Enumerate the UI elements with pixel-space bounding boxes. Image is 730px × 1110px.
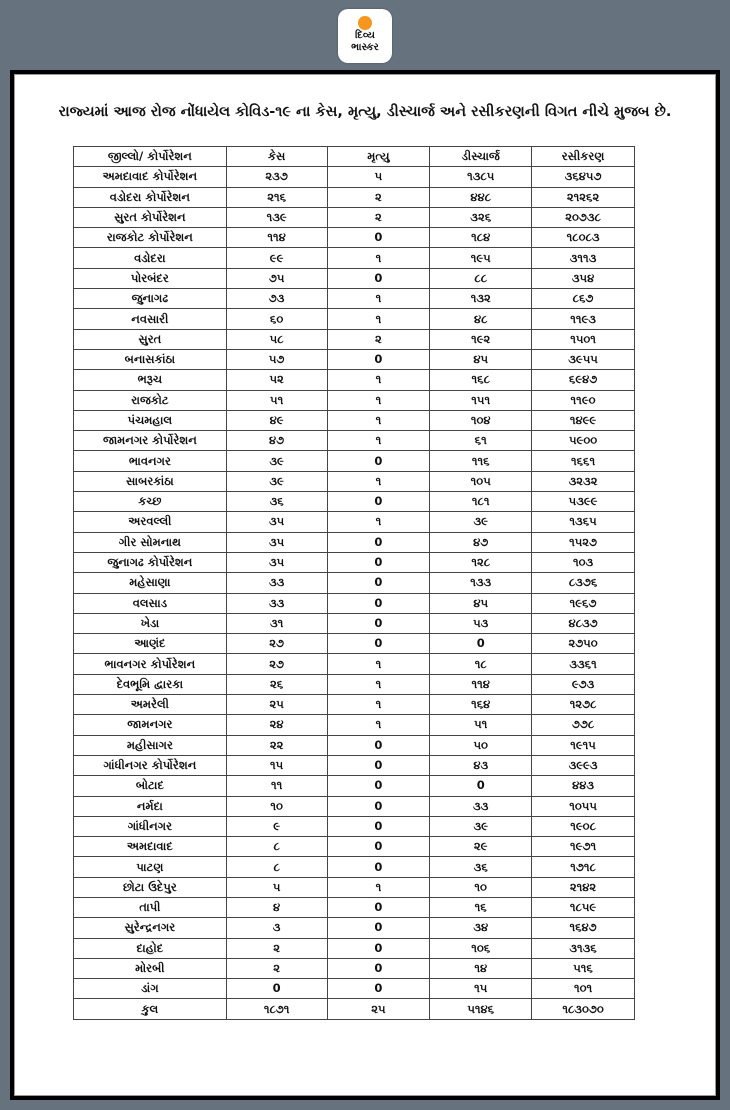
cell-cases: ૩૯ (226, 471, 327, 491)
table-row (74, 674, 635, 694)
cell-deaths: 0 (327, 451, 430, 471)
cell-vaccination: ૧૨૭૮ (532, 695, 635, 715)
table-row (74, 918, 635, 938)
cell-vaccination: ૧૯૬૭ (532, 593, 635, 613)
cell-district: સાબરકાંઠા (74, 471, 227, 491)
cell-district: અમરેલી (74, 695, 227, 715)
cell-deaths: ૧ (327, 410, 430, 430)
document-title: રાજ્યમાં આજ રોજ નોંધાયેલ કોવિડ-૧૯ ના કેસ, મૃત્યુ, ડીસ્ચાર્જ અને રસીકરણની વિગત નીચે મુજબ છે. (58, 104, 672, 120)
cell-district: વડોદરા (74, 248, 227, 268)
cell-cases: ૧૧ (226, 776, 327, 796)
cell-cases: ૨૧૬ (226, 187, 327, 207)
cell-vaccination: ૧૬૪૭ (532, 918, 635, 938)
cell-deaths: ૧ (327, 877, 430, 897)
cell-district: તાપી (74, 897, 227, 917)
cell-discharge: ૪૫ (430, 349, 532, 369)
cell-vaccination: ૮૬૭ (532, 289, 635, 309)
table-row (74, 451, 635, 471)
cell-vaccination: ૮૩૭૬ (532, 573, 635, 593)
cell-cases: ૩૬ (226, 492, 327, 512)
cell-vaccination: ૧૧૯૦ (532, 390, 635, 410)
table-row (74, 593, 635, 613)
cell-vaccination: ૩૯૯૩ (532, 755, 635, 775)
cell-cases: ૫૭ (226, 349, 327, 369)
cell-deaths: 0 (327, 349, 430, 369)
cell-vaccination: ૩૧૩૬ (532, 938, 635, 958)
cell-discharge: ૧૬ (430, 897, 532, 917)
cell-deaths: 0 (327, 228, 430, 248)
cell-district: જામનગર કોર્પોરેશન (74, 431, 227, 451)
cell-deaths: 0 (327, 634, 430, 654)
cell-district: ભરૂચ (74, 370, 227, 390)
cell-discharge: ૩૯ (430, 816, 532, 836)
cell-discharge: ૩૪ (430, 918, 532, 938)
cell-deaths: ૧ (327, 390, 430, 410)
cell-cases: ૨૫ (226, 695, 327, 715)
cell-cases: ૩૫ (226, 512, 327, 532)
cell-discharge: ૪૮ (430, 309, 532, 329)
cell-deaths: ૨ (327, 187, 430, 207)
cell-cases: ૧૧૪ (226, 228, 327, 248)
cell-discharge: ૨૯ (430, 837, 532, 857)
cell-deaths: 0 (327, 573, 430, 593)
cell-vaccination: ૩૫૪ (532, 268, 635, 288)
cell-cases: ૪૯ (226, 410, 327, 430)
cell-discharge: ૧૪ (430, 958, 532, 978)
cell-vaccination: ૬૯૪૭ (532, 370, 635, 390)
cell-cases: ૯ (226, 816, 327, 836)
cell-cases: ૨૨ (226, 735, 327, 755)
cell-cases: ૧૦ (226, 796, 327, 816)
cell-deaths: ૧ (327, 715, 430, 735)
cell-deaths: ૫ (327, 167, 430, 187)
cell-district: અમદાવાદ (74, 837, 227, 857)
cell-discharge: ૩૨૬ (430, 207, 532, 227)
cell-discharge: ૧૯૨ (430, 329, 532, 349)
cell-cases: ૩૧ (226, 613, 327, 633)
cell-vaccination: ૪૮૩૭ (532, 613, 635, 633)
cell-deaths: 0 (327, 837, 430, 857)
cell-cases: ૫૮ (226, 329, 327, 349)
cell-district: ગાંધીનગર (74, 816, 227, 836)
cell-deaths: 0 (327, 897, 430, 917)
cell-vaccination: ૪૪૩ (532, 776, 635, 796)
cell-cases: ૩૩ (226, 593, 327, 613)
table-row (74, 268, 635, 288)
cell-vaccination: ૧૦૧ (532, 979, 635, 999)
cell-cases: ૩૩ (226, 573, 327, 593)
cell-vaccination: ૧૧૯૩ (532, 309, 635, 329)
cell-district: સુરત (74, 329, 227, 349)
cell-cases: ૨૪ (226, 715, 327, 735)
cell-cases: ૮ (226, 857, 327, 877)
cell-vaccination: ૧૯૭૧ (532, 837, 635, 857)
cell-cases: ૩ (226, 918, 327, 938)
cell-vaccination: ૧૦૩ (532, 552, 635, 572)
cell-vaccination: ૨૭૫૦ (532, 634, 635, 654)
cell-district: ખેડા (74, 613, 227, 633)
cell-district: બોટાદ (74, 776, 227, 796)
cell-deaths: 0 (327, 268, 430, 288)
cell-district: અરવલ્લી (74, 512, 227, 532)
logo-text-line2: ભાસ્કર (351, 42, 379, 53)
cell-vaccination: ૩૨૩૨ (532, 471, 635, 491)
cell-discharge: ૧૧૬ (430, 451, 532, 471)
cell-vaccination: ૧૫૦૧ (532, 329, 635, 349)
cell-cases: ૯૯ (226, 248, 327, 268)
cell-deaths: ૧ (327, 674, 430, 694)
cell-district: મહીસાગર (74, 735, 227, 755)
table-row (74, 349, 635, 369)
cell-deaths: 0 (327, 532, 430, 552)
cell-discharge: ૪૩ (430, 755, 532, 775)
table-row (74, 857, 635, 877)
cell-vaccination: ૩૬૪૫૭ (532, 167, 635, 187)
cell-discharge: ૧૮ (430, 654, 532, 674)
cell-discharge: 0 (430, 776, 532, 796)
cell-vaccination: ૧૬૬૧ (532, 451, 635, 471)
cell-discharge: ૧૧૪ (430, 674, 532, 694)
table-row (74, 289, 635, 309)
cell-district: કચ્છ (74, 492, 227, 512)
cell-district: ભાવનગર કોર્પોરેશન (74, 654, 227, 674)
table-row (74, 410, 635, 430)
cell-vaccination: ૧૪૯૯ (532, 410, 635, 430)
cell-cases: ૨૭ (226, 654, 327, 674)
cell-cases: ૩૫ (226, 552, 327, 572)
header-deaths: મૃત્યુ (327, 147, 430, 167)
document-page (14, 74, 716, 1096)
cell-cases: ૫૧ (226, 390, 327, 410)
table-row (74, 938, 635, 958)
cell-cases: ૨ (226, 958, 327, 978)
cell-discharge: ૧૩૮૫ (430, 167, 532, 187)
cell-cases: ૭૩ (226, 289, 327, 309)
cell-vaccination: ૧૮૫૯ (532, 897, 635, 917)
table-row (74, 735, 635, 755)
cell-deaths: ૧ (327, 654, 430, 674)
cell-district: ગાંધીનગર કોર્પોરેશન (74, 755, 227, 775)
covid-data-table (73, 146, 635, 1020)
cell-deaths: 0 (327, 816, 430, 836)
cell-deaths: 0 (327, 918, 430, 938)
cell-district: પોરબંદર (74, 268, 227, 288)
cell-discharge: ૫૦ (430, 735, 532, 755)
cell-district: પંચમહાલ (74, 410, 227, 430)
cell-deaths: ૧ (327, 471, 430, 491)
table-row (74, 634, 635, 654)
cell-discharge: ૪૫ (430, 593, 532, 613)
cell-cases: ૨૭ (226, 634, 327, 654)
cell-discharge: ૩૯ (430, 512, 532, 532)
cell-district: ડાંગ (74, 979, 227, 999)
cell-district: દેવભૂમિ દ્વારકા (74, 674, 227, 694)
cell-cases: ૭૫ (226, 268, 327, 288)
table-row (74, 187, 635, 207)
cell-district: બનાસકાંઠા (74, 349, 227, 369)
table-row (74, 958, 635, 978)
cell-deaths: 0 (327, 979, 430, 999)
cell-vaccination: ૩૧૧૩ (532, 248, 635, 268)
table-row (74, 776, 635, 796)
cell-district: અમદાવાદ કોર્પોરેશન (74, 167, 227, 187)
cell-cases: ૨ (226, 938, 327, 958)
table-row (74, 837, 635, 857)
cell-cases: ૪ (226, 897, 327, 917)
cell-cases: ૩૫ (226, 532, 327, 552)
logo-text-line1: દિવ્ય (355, 30, 375, 41)
cell-cases: ૫૨ (226, 370, 327, 390)
cell-district: પાટણ (74, 857, 227, 877)
cell-vaccination: ૧૯૦૮ (532, 816, 635, 836)
cell-district: વલસાડ (74, 593, 227, 613)
cell-deaths: 0 (327, 796, 430, 816)
total-cases: ૧૮૭૧ (226, 999, 327, 1019)
cell-district: નવસારી (74, 309, 227, 329)
cell-vaccination: ૨૧૪૨ (532, 877, 635, 897)
sun-icon (358, 16, 372, 30)
table-row (74, 796, 635, 816)
cell-district: સુરત કોર્પોરેશન (74, 207, 227, 227)
total-row (74, 999, 635, 1019)
cell-vaccination: ૧૦૫૫ (532, 796, 635, 816)
cell-district: રાજકોટ કોર્પોરેશન (74, 228, 227, 248)
total-vaccination: ૧૮૩૦૭૦ (532, 999, 635, 1019)
table-row (74, 492, 635, 512)
cell-discharge: 0 (430, 634, 532, 654)
cell-deaths: 0 (327, 755, 430, 775)
table-row (74, 471, 635, 491)
header-discharge: ડીસ્ચાર્જ (430, 147, 532, 167)
table-row (74, 877, 635, 897)
cell-discharge: ૧૦૫ (430, 471, 532, 491)
table-row (74, 816, 635, 836)
cell-discharge: ૧૦૬ (430, 938, 532, 958)
cell-deaths: 0 (327, 735, 430, 755)
cell-district: જુનાગઢ કોર્પોરેશન (74, 552, 227, 572)
cell-cases: ૮ (226, 837, 327, 857)
table-row (74, 979, 635, 999)
cell-discharge: ૧૨૮ (430, 552, 532, 572)
table-row (74, 613, 635, 633)
cell-district: મોરબી (74, 958, 227, 978)
cell-vaccination: ૫૧૬ (532, 958, 635, 978)
cell-discharge: ૧૮૧ (430, 492, 532, 512)
total-deaths: ૨૫ (327, 999, 430, 1019)
cell-vaccination: ૨૧૨૬૨ (532, 187, 635, 207)
table-row (74, 329, 635, 349)
cell-deaths: ૧ (327, 512, 430, 532)
cell-deaths: 0 (327, 938, 430, 958)
cell-district: જામનગર (74, 715, 227, 735)
table-row (74, 228, 635, 248)
table-row (74, 755, 635, 775)
cell-cases: 0 (226, 979, 327, 999)
table-row (74, 390, 635, 410)
cell-vaccination: ૧૯૧૫ (532, 735, 635, 755)
table-row (74, 897, 635, 917)
cell-discharge: ૪૪૮ (430, 187, 532, 207)
header-vaccination: રસીકરણ (532, 147, 635, 167)
divya-bhaskar-logo (338, 9, 392, 63)
cell-vaccination: ૭૭૮ (532, 715, 635, 735)
cell-discharge: ૧૮૪ (430, 228, 532, 248)
cell-deaths: ૧ (327, 695, 430, 715)
cell-deaths: 0 (327, 613, 430, 633)
cell-discharge: ૧૦ (430, 877, 532, 897)
cell-vaccination: ૧૩૬૫ (532, 512, 635, 532)
cell-district: છોટા ઉદેપુર (74, 877, 227, 897)
cell-discharge: ૧૩૨ (430, 289, 532, 309)
table-row (74, 207, 635, 227)
cell-cases: ૬૦ (226, 309, 327, 329)
cell-vaccination: ૩૩૬૧ (532, 654, 635, 674)
cell-vaccination: ૫૩૯૯ (532, 492, 635, 512)
document-frame (10, 70, 720, 1100)
cell-deaths: ૧ (327, 248, 430, 268)
cell-vaccination: ૧૫૨૭ (532, 532, 635, 552)
table-row (74, 573, 635, 593)
cell-cases: ૩૯ (226, 451, 327, 471)
cell-vaccination: ૩૯૫૫ (532, 349, 635, 369)
cell-deaths: 0 (327, 857, 430, 877)
cell-vaccination: ૯૭૩ (532, 674, 635, 694)
cell-deaths: ૨ (327, 329, 430, 349)
cell-district: રાજકોટ (74, 390, 227, 410)
cell-cases: ૫ (226, 877, 327, 897)
cell-deaths: 0 (327, 593, 430, 613)
cell-district: જુનાગઢ (74, 289, 227, 309)
cell-discharge: ૮૮ (430, 268, 532, 288)
cell-deaths: ૧ (327, 370, 430, 390)
cell-vaccination: ૧૭૧૮ (532, 857, 635, 877)
cell-vaccination: ૨૦૭૩૮ (532, 207, 635, 227)
table-row (74, 654, 635, 674)
cell-discharge: ૧૯૫ (430, 248, 532, 268)
cell-cases: ૪૭ (226, 431, 327, 451)
table-header-row (74, 147, 635, 167)
cell-discharge: ૫૧ (430, 715, 532, 735)
cell-vaccination: ૧૮૦૮૩ (532, 228, 635, 248)
table-row (74, 695, 635, 715)
cell-deaths: ૧ (327, 309, 430, 329)
cell-cases: ૧૩૯ (226, 207, 327, 227)
cell-discharge: ૩૩ (430, 796, 532, 816)
cell-deaths: 0 (327, 492, 430, 512)
cell-cases: ૨૩૭ (226, 167, 327, 187)
cell-district: દાહોદ (74, 938, 227, 958)
table-row (74, 431, 635, 451)
cell-discharge: ૧૬૪ (430, 695, 532, 715)
cell-deaths: 0 (327, 958, 430, 978)
cell-discharge: ૧૫ (430, 979, 532, 999)
cell-discharge: ૪૭ (430, 532, 532, 552)
table-row (74, 552, 635, 572)
total-label: કુલ (74, 999, 227, 1019)
cell-district: ગીર સોમનાથ (74, 532, 227, 552)
header-cases: કેસ (226, 147, 327, 167)
cell-district: સુરેન્દ્રનગર (74, 918, 227, 938)
header-district: જીલ્લો/ કોર્પોરેશન (74, 147, 227, 167)
table-row (74, 167, 635, 187)
cell-discharge: ૧૬૮ (430, 370, 532, 390)
total-discharge: ૫૧૪૬ (430, 999, 532, 1019)
cell-district: વડોદરા કોર્પોરેશન (74, 187, 227, 207)
cell-deaths: ૧ (327, 289, 430, 309)
table-row (74, 248, 635, 268)
cell-district: નર્મદા (74, 796, 227, 816)
table-row (74, 512, 635, 532)
cell-discharge: ૧૦૪ (430, 410, 532, 430)
cell-district: ભાવનગર (74, 451, 227, 471)
cell-deaths: ૨ (327, 207, 430, 227)
cell-cases: ૨૬ (226, 674, 327, 694)
cell-deaths: 0 (327, 552, 430, 572)
cell-vaccination: ૫૯૦૦ (532, 431, 635, 451)
cell-discharge: ૬૧ (430, 431, 532, 451)
table-row (74, 309, 635, 329)
cell-discharge: ૧૫૧ (430, 390, 532, 410)
cell-discharge: ૫૩ (430, 613, 532, 633)
cell-discharge: ૩૬ (430, 857, 532, 877)
cell-district: આણંદ (74, 634, 227, 654)
cell-cases: ૧૫ (226, 755, 327, 775)
table-row (74, 532, 635, 552)
table-row (74, 370, 635, 390)
cell-district: મહેસાણા (74, 573, 227, 593)
cell-deaths: 0 (327, 776, 430, 796)
cell-discharge: ૧૩૩ (430, 573, 532, 593)
cell-deaths: ૧ (327, 431, 430, 451)
table-row (74, 715, 635, 735)
